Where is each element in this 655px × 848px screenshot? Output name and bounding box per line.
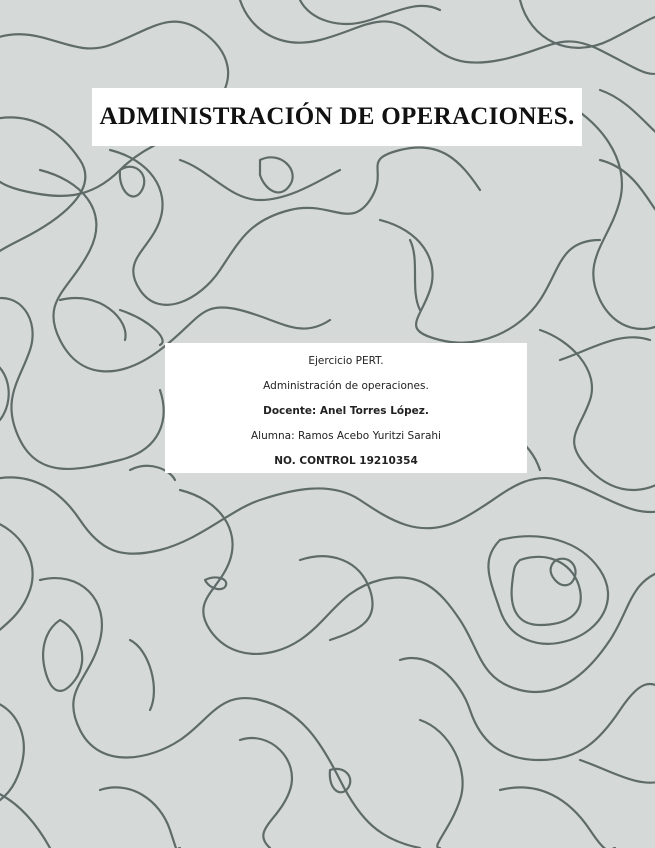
contour-line (520, 0, 655, 48)
cover-info-box (165, 343, 527, 473)
contour-line (40, 170, 330, 371)
contour-line (100, 787, 180, 848)
student-name: Alumna: Ramos Acebo Yuritzi Sarahi (251, 430, 441, 442)
contour-line (400, 658, 655, 760)
contour-line (512, 557, 581, 625)
contour-line (240, 738, 292, 848)
contour-line (300, 556, 373, 640)
contour-line (0, 298, 164, 469)
contour-line (205, 578, 226, 590)
contour-line (600, 160, 655, 220)
contour-line (540, 330, 655, 490)
contour-line (260, 157, 293, 192)
contour-line (0, 477, 655, 553)
contour-line (500, 787, 615, 848)
contour-line (240, 0, 655, 74)
contour-line (120, 167, 144, 197)
contour-line (60, 298, 126, 340)
contour-line (300, 0, 440, 24)
document-title: ADMINISTRACIÓN DE OPERACIONES. (99, 103, 575, 130)
contour-line (488, 536, 608, 644)
contour-line (40, 578, 420, 848)
contour-line (180, 490, 655, 692)
contour-line (130, 640, 154, 710)
contour-line (580, 760, 655, 783)
contour-line (380, 220, 600, 343)
contour-line (110, 147, 480, 304)
control-number: NO. CONTROL 19210354 (274, 455, 418, 467)
contour-line (0, 520, 33, 640)
contour-line (420, 720, 463, 848)
contour-line (120, 310, 163, 345)
contour-line (560, 337, 650, 360)
teacher-name: Docente: Anel Torres López. (263, 405, 429, 417)
contour-line (43, 620, 82, 691)
activity-name: Ejercicio PERT. (308, 355, 384, 367)
contour-line (600, 90, 655, 140)
contour-line (0, 790, 50, 848)
contour-line (0, 700, 24, 810)
title-box (92, 88, 582, 146)
contour-line (410, 240, 420, 310)
contour-line (0, 360, 9, 420)
subject-name: Administración de operaciones. (263, 380, 429, 392)
